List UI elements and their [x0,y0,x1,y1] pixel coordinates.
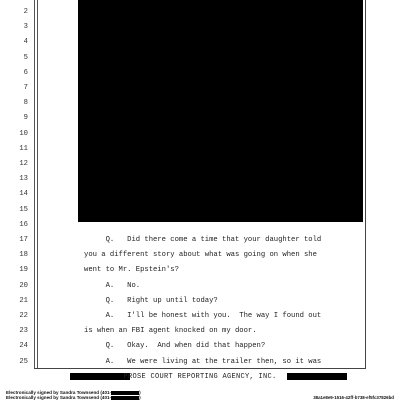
document-hash: 38a1e8e9-1516-42ff-b738-ef5fc37826bd [313,395,394,400]
signature-suffix: ) [139,390,141,395]
line-number: 19 [19,266,28,275]
line-number: 9 [23,114,28,123]
line-number: 21 [19,296,28,305]
line-number: 15 [19,205,28,214]
line-number: 10 [19,129,28,138]
transcript-line: is when an FBI agent knocked on my door. [84,327,257,336]
transcript-line: went to Mr. Epstein's? [84,266,179,275]
transcript-line: A. We were living at the trailer then, so it was [84,357,322,366]
line-number: 11 [19,144,28,153]
footer-redaction-right [287,373,347,380]
line-number: 2 [23,8,28,16]
line-number: 18 [19,251,28,260]
line-number: 22 [19,312,28,320]
line-number: 13 [19,175,28,184]
line-number: 8 [23,99,28,108]
transcript-line: A. I'll be honest with you. The way I found out [84,312,322,320]
transcript-line: Q. Right up until today? [84,296,218,305]
signature-suffix: ) [139,395,141,400]
left-margin-rule-inner [37,0,38,368]
line-number: 20 [19,281,28,290]
line-number: 7 [23,84,28,92]
left-margin-rule-outer [34,0,35,368]
transcript-line: A. No. [84,281,141,290]
transcript-line: Q. Okay. And when did that happen? [84,342,266,351]
line-number: 17 [19,236,28,244]
line-number: 4 [23,38,28,47]
signature-text: Electronically signed by Sandra Townsend (401- [6,395,112,400]
line-number: 25 [19,357,28,366]
footer-agency-name: PROSE COURT REPORTING AGENCY, INC. [123,373,277,381]
line-number: 23 [19,327,28,336]
redaction-block [78,0,363,222]
signature-redaction [111,396,139,400]
right-margin-rule [365,0,366,368]
line-number: 6 [23,68,28,77]
line-number: 24 [19,342,28,351]
line-number: 16 [19,220,28,229]
line-number: 12 [19,160,28,168]
line-number: 3 [23,23,28,32]
transcript-line: you a different story about what was going on when she [84,251,317,260]
electronic-signature-line [6,395,141,400]
footer-rule [34,368,366,369]
transcript-line: Q. Did there come a time that your daughter told [84,236,322,244]
line-number: 5 [23,53,28,62]
signature-text: Electronically signed by Sandra Townsend (401- [6,390,112,395]
line-number: 14 [19,190,28,199]
